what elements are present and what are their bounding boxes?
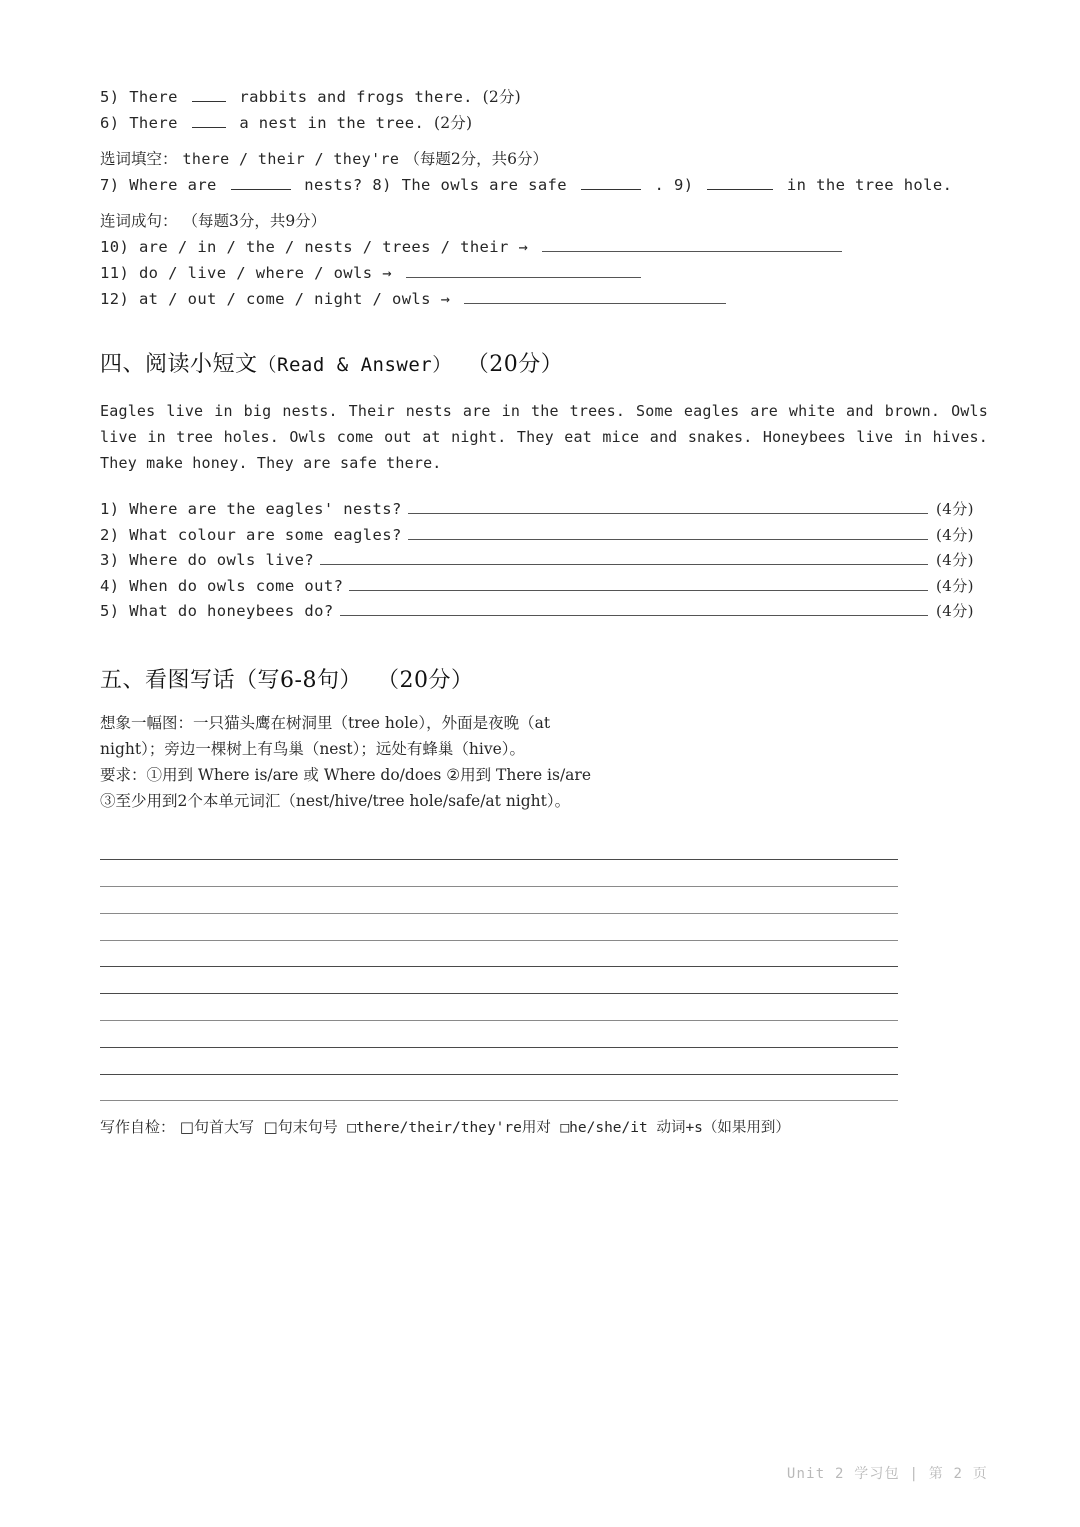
question-number: 2) bbox=[100, 525, 120, 544]
reading-question-row bbox=[100, 549, 1000, 575]
writing-line[interactable] bbox=[100, 1048, 898, 1075]
question-number: 4) bbox=[100, 576, 120, 595]
self-check-row bbox=[100, 1115, 1000, 1140]
answer-rule[interactable] bbox=[320, 551, 928, 565]
answer-rule[interactable] bbox=[349, 577, 928, 591]
section-title-cn: 阅读小短文 bbox=[145, 352, 258, 377]
item-words: at / out / come / night / owls bbox=[138, 290, 431, 308]
checkbox-item-capitalize[interactable]: □句首大写 bbox=[179, 1118, 254, 1137]
sentence-part-2: nests? 8) The owls are safe bbox=[304, 176, 568, 194]
writing-line[interactable] bbox=[100, 994, 898, 1021]
item-text-before: There bbox=[129, 88, 178, 106]
writing-prompt-line-3: 要求：①用到 Where is/are 或 Where do/does ②用到 There is/are bbox=[100, 765, 591, 784]
item-text-after: a nest in the tree. bbox=[239, 114, 425, 132]
word-order-label: 连词成句： bbox=[100, 212, 178, 230]
writing-line[interactable] bbox=[100, 1021, 898, 1048]
answer-blank[interactable] bbox=[581, 175, 641, 190]
item-number: 10) bbox=[100, 238, 130, 256]
reading-question-row bbox=[100, 575, 1000, 601]
question-text: What colour are some eagles? bbox=[129, 525, 402, 544]
answer-rule[interactable] bbox=[464, 290, 726, 304]
question-points: (4分) bbox=[936, 551, 974, 569]
item-words: are / in / the / nests / trees / their bbox=[138, 238, 509, 256]
fill-in-item-6 bbox=[100, 110, 1000, 136]
writing-prompt-line-4: ③至少用到2个本单元词汇（nest/hive/tree hole/safe/at night）。 bbox=[100, 791, 571, 810]
writing-line[interactable] bbox=[100, 860, 898, 887]
answer-blank[interactable] bbox=[192, 87, 226, 102]
answer-rule[interactable] bbox=[542, 238, 842, 252]
item-number: 12) bbox=[100, 290, 130, 308]
item-text-after: rabbits and frogs there. bbox=[239, 88, 473, 106]
section-title-sub: （写6-8句） bbox=[235, 667, 362, 693]
sentence-part-4: in the tree hole. bbox=[786, 176, 953, 194]
section-number: 四、 bbox=[100, 352, 146, 377]
item-number: 5) bbox=[100, 88, 120, 106]
self-check-label: 写作自检： bbox=[100, 1118, 176, 1137]
reading-questions bbox=[100, 498, 1000, 626]
item-number: 11) bbox=[100, 264, 130, 282]
word-choice-options: there / their / they're bbox=[182, 150, 400, 168]
section-title-cn: 看图写话 bbox=[145, 667, 236, 693]
reading-question-row bbox=[100, 498, 1000, 524]
word-order-heading bbox=[100, 208, 1000, 234]
section-points: （20分） bbox=[466, 352, 564, 377]
question-number: 5) bbox=[100, 602, 120, 620]
writing-line[interactable] bbox=[100, 967, 898, 994]
section-five-heading bbox=[100, 664, 1000, 698]
reading-question-row bbox=[100, 524, 1000, 550]
writing-line[interactable] bbox=[100, 914, 898, 941]
page-content bbox=[100, 84, 1000, 1140]
word-choice-heading bbox=[100, 146, 1000, 172]
section-points: （20分） bbox=[376, 667, 474, 693]
item-points: (2分) bbox=[482, 88, 521, 106]
question-points: (4分) bbox=[936, 500, 974, 518]
word-choice-sentences bbox=[100, 172, 1000, 198]
writing-answer-area[interactable] bbox=[100, 834, 898, 1102]
answer-rule[interactable] bbox=[406, 264, 641, 278]
section-four-heading bbox=[100, 348, 1000, 382]
answer-blank[interactable] bbox=[231, 175, 291, 190]
question-text: What do honeybees do? bbox=[129, 602, 334, 620]
sentence-part-3: . 9) bbox=[654, 176, 694, 194]
word-order-item-10 bbox=[100, 234, 1000, 260]
section-title-en: （Read & Answer） bbox=[257, 354, 452, 376]
reading-question-row bbox=[100, 600, 1000, 626]
sentence-part-1: 7) Where are bbox=[100, 176, 217, 194]
question-number: 1) bbox=[100, 500, 120, 518]
question-text: Where are the eagles' nests? bbox=[129, 500, 402, 518]
fill-in-item-5 bbox=[100, 84, 1000, 110]
question-number: 3) bbox=[100, 551, 120, 569]
writing-line[interactable] bbox=[100, 887, 898, 914]
question-points: (4分) bbox=[936, 602, 974, 620]
question-points: (4分) bbox=[936, 576, 974, 595]
section-number: 五、 bbox=[100, 667, 146, 693]
word-order-points: （每题3分，共9分） bbox=[182, 212, 327, 230]
answer-blank[interactable] bbox=[192, 113, 226, 128]
checkbox-item-there-their-theyre[interactable]: □there/their/they're用对 bbox=[347, 1120, 551, 1137]
writing-line[interactable] bbox=[100, 834, 898, 861]
word-order-item-11 bbox=[100, 260, 1000, 286]
item-points: (2分) bbox=[433, 114, 473, 132]
writing-line[interactable] bbox=[100, 941, 898, 968]
question-text: When do owls come out? bbox=[129, 576, 344, 595]
writing-line[interactable] bbox=[100, 1075, 898, 1102]
item-text-before: There bbox=[129, 114, 178, 132]
arrow-icon: → bbox=[518, 238, 529, 256]
reading-passage: Eagles live in big nests. Their nests are in the trees. Some eagles are white and brown. Owls live in tree holes. Owls come out at night. They eat mice and snakes. Honeybees live in hives. They make honey. They are safe there. bbox=[100, 402, 988, 472]
arrow-icon: → bbox=[382, 264, 392, 282]
answer-rule[interactable] bbox=[340, 602, 928, 616]
arrow-icon: → bbox=[440, 290, 451, 308]
answer-rule[interactable] bbox=[408, 500, 928, 514]
word-order-item-12 bbox=[100, 286, 1000, 312]
question-text: Where do owls live? bbox=[129, 551, 315, 569]
answer-rule[interactable] bbox=[408, 526, 928, 540]
word-choice-points: （每题2分，共6分） bbox=[404, 150, 549, 168]
item-number: 6) bbox=[100, 114, 120, 132]
writing-prompt-line-2: night）；旁边一棵树上有鸟巢（nest）；远处有蜂巢（hive）。 bbox=[100, 739, 526, 758]
checkbox-item-verb-s[interactable]: □he/she/it 动词+s（如果用到） bbox=[560, 1120, 790, 1137]
checkbox-item-period[interactable]: □句末句号 bbox=[263, 1118, 338, 1137]
word-choice-label: 选词填空： bbox=[100, 150, 178, 168]
question-points: (4分) bbox=[936, 525, 974, 544]
answer-blank[interactable] bbox=[707, 175, 773, 190]
item-words: do / live / where / owls bbox=[138, 264, 373, 282]
page-footer: Unit 2 学习包 | 第 2 页 bbox=[786, 1466, 988, 1482]
writing-prompt-line-1: 想象一幅图：一只猫头鹰在树洞里（tree hole），外面是夜晚（at bbox=[100, 713, 551, 732]
